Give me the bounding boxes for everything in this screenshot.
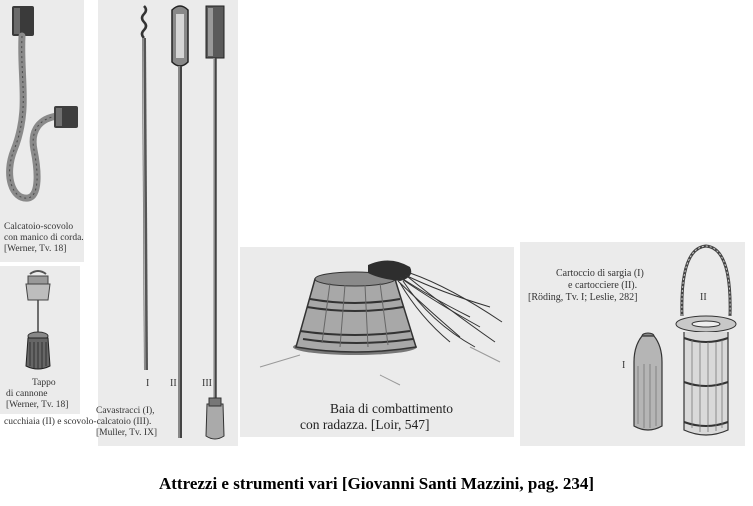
rammer-panel: [0, 0, 84, 262]
plug-caption-line-1: Tappo: [32, 378, 56, 388]
bucket-panel: [240, 247, 514, 437]
bucket-caption: [300, 401, 453, 433]
tool-numeral-1: I: [146, 378, 150, 389]
tools-illustration: [98, 0, 238, 446]
figure-caption: Attrezzi e strumenti vari [Giovanni Santi Mazzini, pag. 234]: [158, 474, 595, 493]
cartridge-caption-line-3: [Röding, Tv. I; Leslie, 282]: [528, 292, 638, 303]
cartridge-caption-line-1: Cartoccio di sargia (I): [556, 268, 644, 279]
bucket-caption-line-2: con radazza. [Loir, 547]: [300, 417, 430, 432]
cartridge-numeral-1: I: [622, 360, 626, 371]
tools-caption-line-3: [Muller, Tv. IX]: [96, 428, 158, 438]
tool-numeral-2: II: [170, 378, 177, 389]
tools-caption: [4, 406, 157, 439]
bucket-caption-line-1: Baia di combattimento: [330, 401, 453, 416]
rammer-caption-line-1: Calcatoio-scovolo: [4, 222, 74, 232]
tools-caption-line-1: Cavastracci (I),: [96, 406, 155, 416]
cartridge-panel: [520, 242, 745, 446]
cartridge-caption: [528, 268, 644, 304]
cartridge-caption-line-2: e cartocciere (II).: [568, 280, 638, 291]
tool-numeral-3: III: [202, 378, 212, 389]
rammer-caption: [4, 222, 84, 255]
rammer-caption-line-2: con manico di corda.: [4, 233, 84, 243]
plug-caption-line-2: di cannone: [6, 389, 48, 399]
cartridge-numeral-2: II: [700, 292, 707, 303]
rammer-caption-line-3: [Werner, Tv. 18]: [4, 244, 67, 254]
plug-panel: [0, 266, 80, 414]
tools-caption-line-2: cucchiaia (II) e scovolo-calcatoio (III).: [4, 417, 152, 427]
tools-panel: [98, 0, 238, 446]
plug-caption-line-3: [Werner, Tv. 18]: [6, 400, 69, 410]
